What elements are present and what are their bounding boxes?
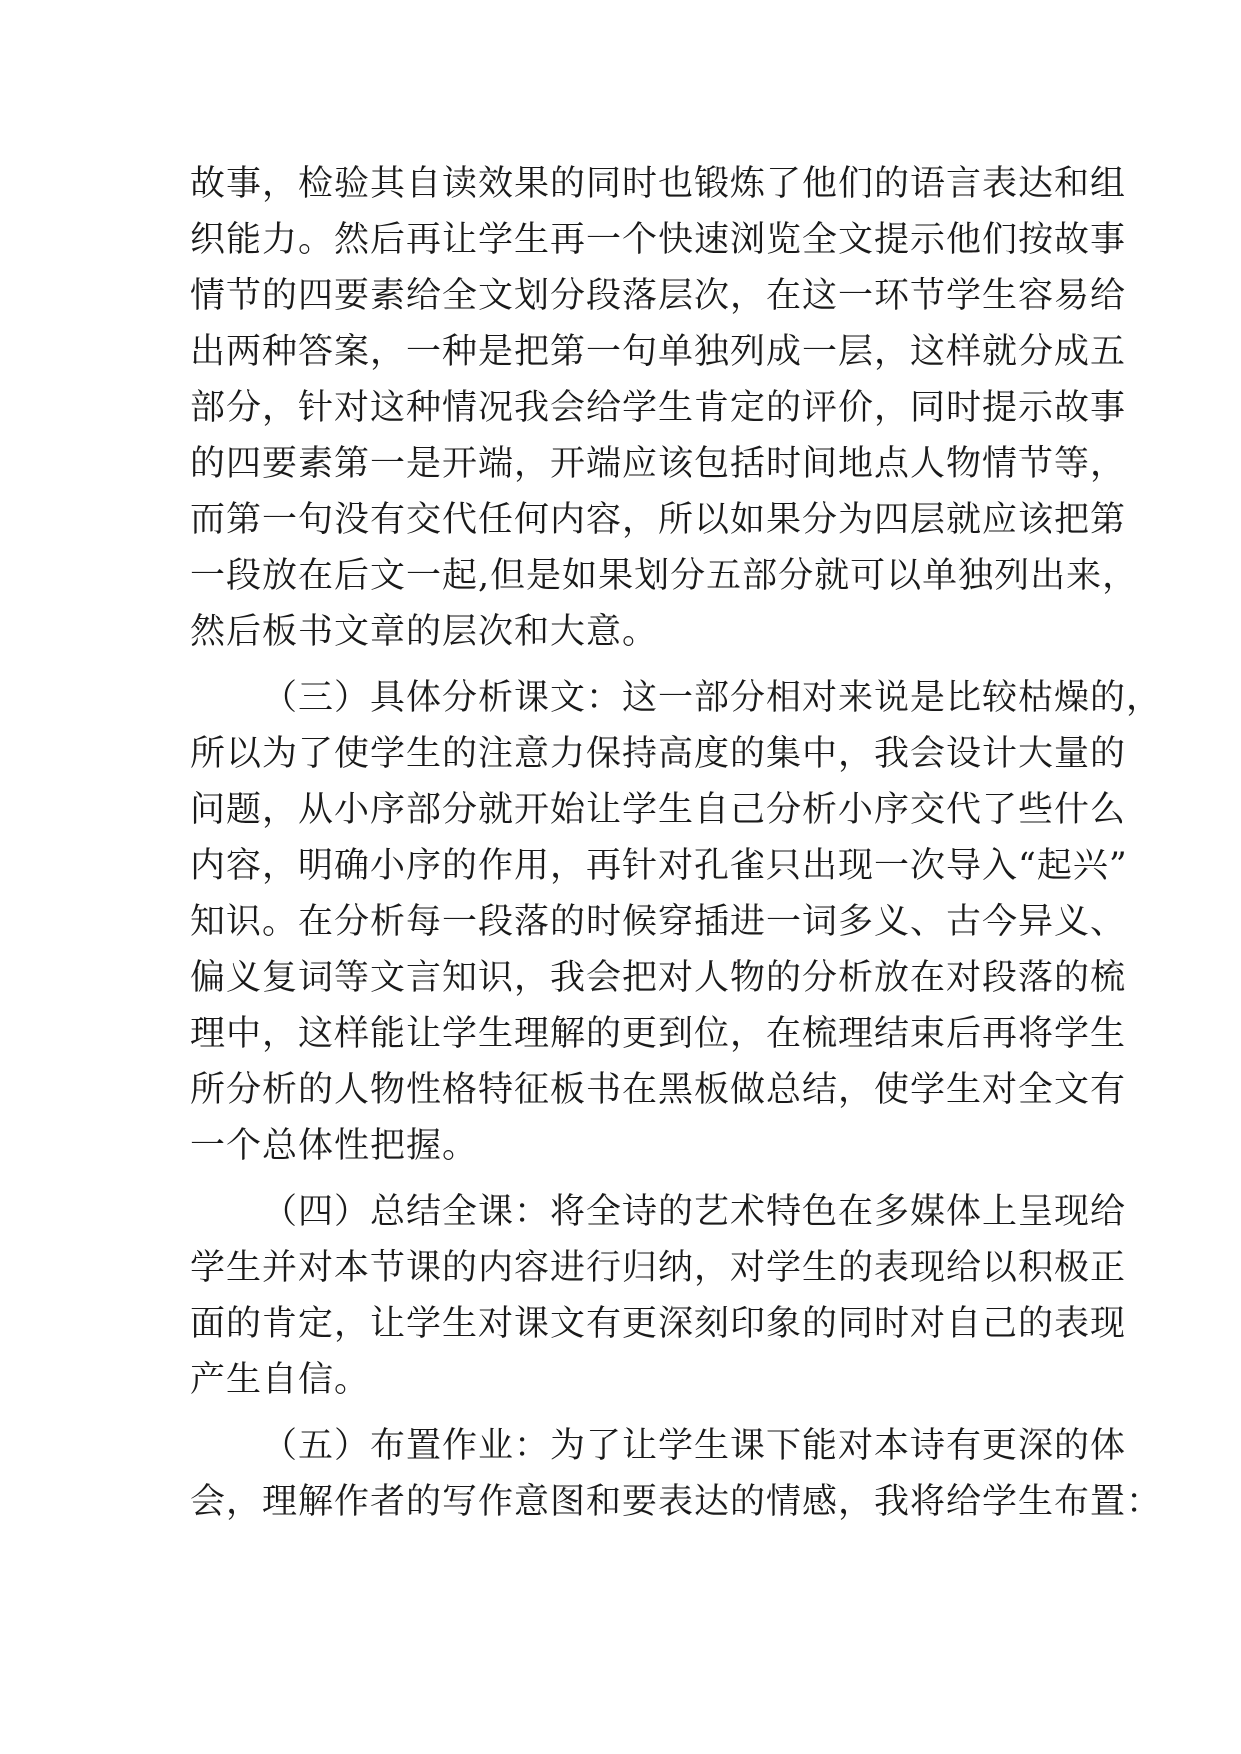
text-line: 偏义复词等文言知识，我会把对人物的分析放在对段落的梳 [190,958,1127,998]
text-line: 故事，检验其自读效果的同时也锻炼了他们的语言表达和组 [190,164,1127,204]
text-line: 理中，这样能让学生理解的更到位，在梳理结束后再将学生 [190,1014,1127,1054]
text-line: 学生并对本节课的内容进行归纳，对学生的表现给以积极正 [190,1248,1127,1288]
text-line: 一段放在后文一起,但是如果划分五部分就可以单独列出来， [190,556,1139,596]
section-heading-line: （五）布置作业：为了让学生课下能对本诗有更深的体 [262,1426,1127,1466]
text-line: 会，理解作者的写作意图和要表达的情感，我将给学生布置： [190,1482,1163,1522]
section-heading-line: （三）具体分析课文：这一部分相对来说是比较枯燥的， [262,678,1163,718]
section-heading-line: （四）总结全课：将全诗的艺术特色在多媒体上呈现给 [262,1192,1127,1232]
text-line: 而第一句没有交代任何内容，所以如果分为四层就应该把第 [190,500,1127,540]
document-body [190,156,1163,1530]
text-line: 所以为了使学生的注意力保持高度的集中，我会设计大量的 [190,734,1127,774]
text-line: 的四要素第一是开端，开端应该包括时间地点人物情节等， [190,444,1127,484]
text-line: 产生自信。 [190,1360,371,1400]
text-line: 面的肯定，让学生对课文有更深刻印象的同时对自己的表现 [190,1304,1127,1344]
text-line: 情节的四要素给全文划分段落层次，在这一环节学生容易给 [190,276,1127,316]
text-line: 出两种答案，一种是把第一句单独列成一层，这样就分成五 [190,332,1127,372]
text-line: 知识。在分析每一段落的时候穿插进一词多义、古今异义、 [190,902,1127,942]
text-line: 部分，针对这种情况我会给学生肯定的评价，同时提示故事 [190,388,1127,428]
text-line: 所分析的人物性格特征板书在黑板做总结，使学生对全文有 [190,1070,1127,1110]
text-line: 一个总体性把握。 [190,1126,479,1166]
text-line: 然后板书文章的层次和大意。 [190,612,659,652]
text-line: 织能力。然后再让学生再一个快速浏览全文提示他们按故事 [190,220,1127,260]
text-line: 问题，从小序部分就开始让学生自己分析小序交代了些什么 [190,790,1127,830]
text-line: 内容，明确小序的作用，再针对孔雀只出现一次导入“起兴” [190,846,1128,886]
